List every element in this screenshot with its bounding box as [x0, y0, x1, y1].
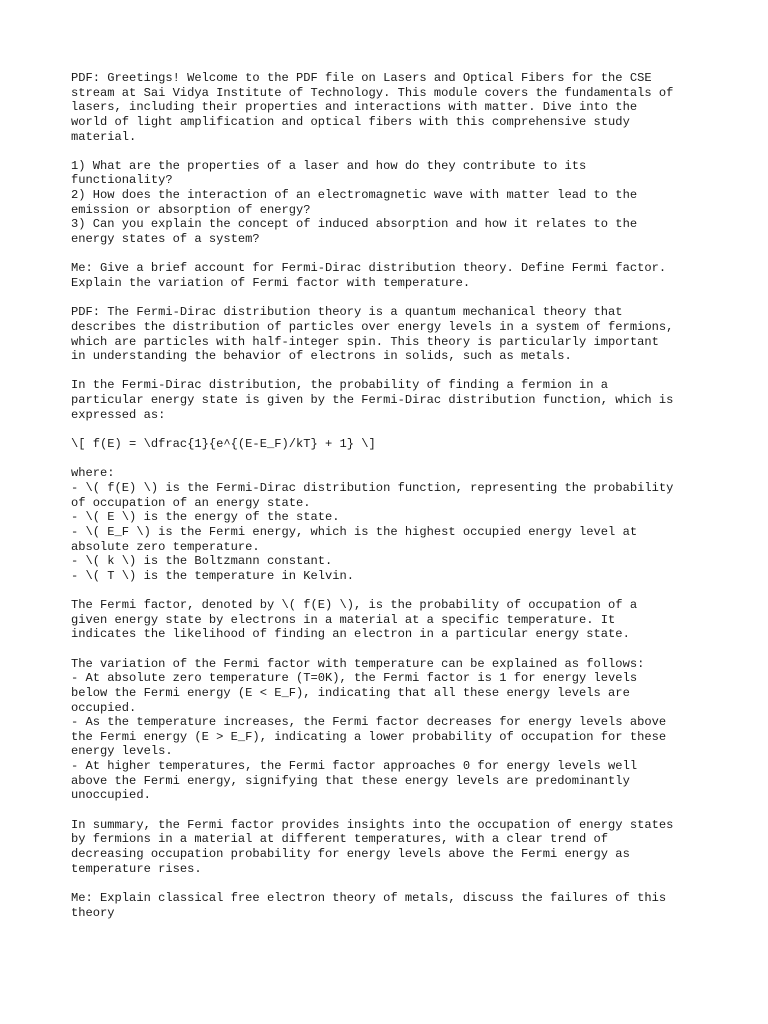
- formula-line: \[ f(E) = \dfrac{1}{e^{(E-E_F)/kT} + 1} \]: [71, 437, 376, 452]
- distribution-intro-paragraph: [71, 378, 711, 422]
- text-line: material.: [71, 129, 137, 144]
- text-line: the Fermi energy (E > E_F), indicating a lower probability of occupation for these: [71, 729, 667, 744]
- text-line: energy levels.: [71, 744, 173, 759]
- text-line: In the Fermi-Dirac distribution, the probability of finding a fermion in a: [71, 378, 609, 393]
- text-line: temperature rises.: [71, 861, 202, 876]
- text-line: Me: Give a brief account for Fermi-Dirac distribution theory. Define Fermi factor.: [71, 261, 667, 276]
- text-line: lasers, including their properties and interactions with matter. Dive into the: [71, 100, 638, 115]
- text-line: particular energy state is given by the Fermi-Dirac distribution function, which is: [71, 393, 674, 408]
- text-line: PDF: The Fermi-Dirac distribution theory is a quantum mechanical theory that: [71, 305, 623, 320]
- text-line: unoccupied.: [71, 788, 151, 803]
- text-line: energy states of a system?: [71, 232, 260, 247]
- text-line: indicates the likelihood of finding an electron in a particular energy state.: [71, 627, 630, 642]
- text-line: The variation of the Fermi factor with temperature can be explained as follows:: [71, 656, 645, 671]
- text-line: emission or absorption of energy?: [71, 202, 311, 217]
- text-line: by fermions in a material at different temperatures, with a clear trend of: [71, 832, 609, 847]
- text-line: - \( k \) is the Boltzmann constant.: [71, 554, 333, 569]
- fermi-factor-definition-paragraph: [71, 598, 711, 642]
- user-question-paragraph: [71, 261, 711, 290]
- text-line: world of light amplification and optical fibers with this comprehensive study: [71, 114, 630, 129]
- text-line: where:: [71, 466, 115, 481]
- text-line: in understanding the behavior of electrons in solids, such as metals.: [71, 349, 572, 364]
- text-line: - \( E \) is the energy of the state.: [71, 510, 340, 525]
- text-line: above the Fermi energy, signifying that these energy levels are predominantly: [71, 773, 630, 788]
- text-line: expressed as:: [71, 407, 166, 422]
- text-line: - \( E_F \) is the Fermi energy, which is the highest occupied energy level at: [71, 524, 638, 539]
- suggested-questions-list: [71, 159, 711, 247]
- text-line: theory: [71, 905, 115, 920]
- text-line: 2) How does the interaction of an electromagnetic wave with matter lead to the: [71, 188, 638, 203]
- temperature-variation-list: [71, 657, 711, 803]
- text-line: decreasing occupation probability for energy levels above the Fermi energy as: [71, 846, 630, 861]
- text-line: - \( T \) is the temperature in Kelvin.: [71, 568, 355, 583]
- pdf-greeting-paragraph: [71, 71, 711, 144]
- text-line: 1) What are the properties of a laser and how do they contribute to its: [71, 158, 587, 173]
- text-line: 3) Can you explain the concept of induced absorption and how it relates to the: [71, 217, 638, 232]
- variable-definitions-list: [71, 466, 711, 583]
- user-followup-question-paragraph: [71, 891, 711, 920]
- text-line: functionality?: [71, 173, 173, 188]
- pdf-answer-paragraph: [71, 305, 711, 364]
- text-line: - \( f(E) \) is the Fermi-Dirac distribution function, representing the probability: [71, 480, 674, 495]
- text-line: of occupation of an energy state.: [71, 495, 311, 510]
- text-line: below the Fermi energy (E < E_F), indicating that all these energy levels are: [71, 685, 630, 700]
- text-line: The Fermi factor, denoted by \( f(E) \), is the probability of occupation of a: [71, 598, 638, 613]
- text-line: describes the distribution of particles over energy levels in a system of fermions,: [71, 319, 674, 334]
- text-line: In summary, the Fermi factor provides insights into the occupation of energy states: [71, 817, 674, 832]
- text-line: - As the temperature increases, the Fermi factor decreases for energy levels above: [71, 715, 667, 730]
- text-line: absolute zero temperature.: [71, 539, 260, 554]
- text-line: Explain the variation of Fermi factor with temperature.: [71, 275, 471, 290]
- text-line: Me: Explain classical free electron theory of metals, discuss the failures of this: [71, 890, 667, 905]
- text-line: PDF: Greetings! Welcome to the PDF file on Lasers and Optical Fibers for the CSE: [71, 71, 652, 85]
- text-line: occupied.: [71, 700, 137, 715]
- text-line: stream at Sai Vidya Institute of Technology. This module covers the fundamentals of: [71, 85, 674, 100]
- text-line: - At absolute zero temperature (T=0K), the Fermi factor is 1 for energy levels: [71, 671, 638, 686]
- formula-paragraph: [71, 437, 711, 452]
- text-line: given energy state by electrons in a material at a specific temperature. It: [71, 612, 616, 627]
- document-page: [71, 71, 711, 935]
- summary-paragraph: [71, 818, 711, 877]
- text-line: - At higher temperatures, the Fermi factor approaches 0 for energy levels well: [71, 759, 638, 774]
- text-line: which are particles with half-integer spin. This theory is particularly important: [71, 334, 659, 349]
